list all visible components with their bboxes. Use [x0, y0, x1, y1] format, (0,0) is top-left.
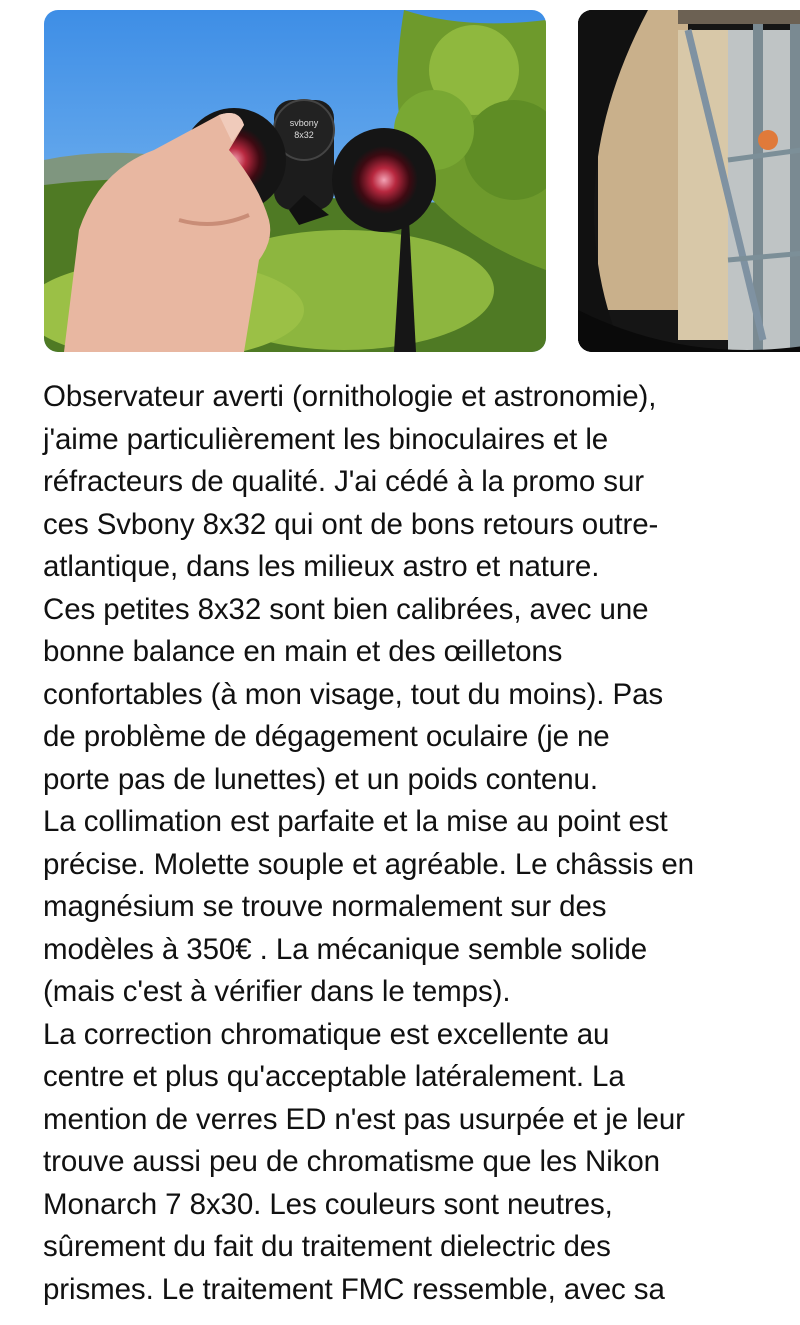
review-line: (mais c'est à vérifier dans le temps). [43, 975, 511, 1008]
review-line: magnésium se trouve normalement sur des [43, 890, 607, 923]
review-line: centre et plus qu'acceptable latéralement. La [43, 1060, 625, 1093]
review-line: trouve aussi peu de chromatisme que les Nikon [43, 1145, 660, 1178]
review-line: réfracteurs de qualité. J'ai cédé à la promo sur [43, 465, 644, 498]
review-line: précise. Molette souple et agréable. Le châssis en [43, 847, 694, 881]
binocular-brand-text: svbony [289, 118, 319, 128]
eyepiece-view-illustration [578, 10, 800, 352]
review-image-carousel[interactable] [44, 10, 800, 352]
review-line: sûrement du fait du traitement dielectric des [43, 1230, 611, 1263]
review-line: j'aime particulièrement les binoculaires et le [43, 422, 609, 456]
review-line: Monarch 7 8x30. Les couleurs sont neutres, [43, 1187, 613, 1221]
review-line: Observateur averti (ornithologie et astronomie), [43, 380, 657, 413]
binocular-model-text: 8x32 [294, 130, 314, 140]
review-line: modèles à 350€ . La mécanique semble solide [43, 932, 648, 966]
binoculars-photo-illustration [44, 10, 546, 352]
review-line: Ces petites 8x32 sont bien calibrées, avec une [43, 592, 649, 626]
review-line: prismes. Le traitement FMC ressemble, avec sa [43, 1272, 665, 1306]
review-line: de problème de dégagement oculaire (je ne [43, 720, 610, 753]
review-line: atlantique, dans les milieux astro et nature. [43, 550, 600, 583]
review-line: porte pas de lunettes) et un poids contenu. [43, 762, 598, 796]
review-photo-eyepiece-view[interactable] [578, 10, 800, 352]
review-line: mention de verres ED n'est pas usurpée et je leur [43, 1102, 685, 1136]
review-photo-binoculars[interactable] [44, 10, 546, 352]
review-line: La collimation est parfaite et la mise au point est [43, 805, 668, 838]
review-line: confortables (à mon visage, tout du moins). Pas [43, 677, 664, 711]
review-text [43, 376, 773, 1311]
review-line: ces Svbony 8x32 qui ont de bons retours outre- [43, 507, 659, 541]
review-line: bonne balance en main et des œilletons [43, 635, 563, 668]
review-line: La correction chromatique est excellente au [43, 1017, 610, 1051]
